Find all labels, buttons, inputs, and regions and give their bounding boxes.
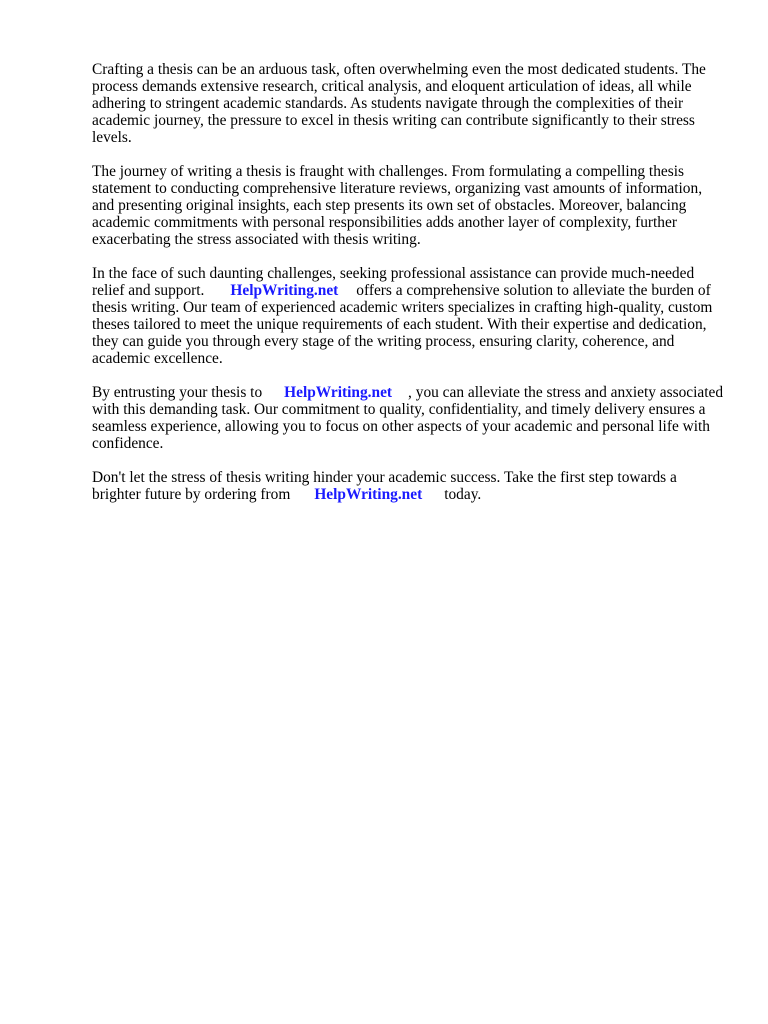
paragraph-assistance-text-after: offers a comprehensive solution to alleviate the burden of thesis writing. Our team of experienced academic writers specializes in crafting high-quality, custom theses tailored to meet the unique requirements of each student. With their expertise and dedication, they can guide you through every stage of the writing process, ensuring clarity, coherence, and academic excellence. — [92, 282, 713, 368]
paragraph-challenges — [92, 163, 724, 248]
paragraph-intro — [92, 61, 724, 146]
helpwriting-link-3[interactable]: HelpWriting.net — [314, 485, 423, 503]
document-body — [92, 61, 724, 520]
paragraph-challenges-text: The journey of writing a thesis is fraught with challenges. From formulating a compelling thesis statement to conducting comprehensive literature reviews, organizing vast amounts of information, and presenting original insights, each step presents its own set of obstacles. Moreover, balancing academic commitments with personal responsibilities adds another layer of complexity, further exacerbating the stress associated with thesis writing. — [92, 162, 703, 249]
paragraph-intro-text: Crafting a thesis can be an arduous task, often overwhelming even the most dedicated students. The process demands extensive research, critical analysis, and eloquent articulation of ideas, all while adhering to stringent academic standards. As students navigate through the complexities of their academic journey, the pressure to excel in thesis writing can contribute significantly to their stress levels. — [92, 61, 706, 147]
paragraph-call-to-action — [92, 469, 724, 503]
paragraph-assistance-text-before: In the face of such daunting challenges, seeking professional assistance can provide much-needed relief and support. — [92, 264, 695, 300]
paragraph-cta-text-before: Don't let the stress of thesis writing hinder your academic success. Take the first step towards a brighter future by ordering from — [92, 468, 677, 503]
helpwriting-link-1[interactable]: HelpWriting.net — [230, 282, 339, 300]
paragraph-entrusting — [92, 384, 724, 452]
paragraph-entrusting-text-after: , you can alleviate the stress and anxiety associated with this demanding task. Our commitment to quality, confidentiality, and timely delivery ensures a seamless experience, allowing you to focus on other aspects of your academic and personal life with confidence. — [92, 384, 724, 453]
paragraph-entrusting-text-before: By entrusting your thesis to — [92, 384, 263, 401]
helpwriting-link-2[interactable]: HelpWriting.net — [284, 384, 393, 401]
paragraph-cta-text-after: today. — [444, 485, 482, 503]
paragraph-assistance — [92, 265, 724, 368]
